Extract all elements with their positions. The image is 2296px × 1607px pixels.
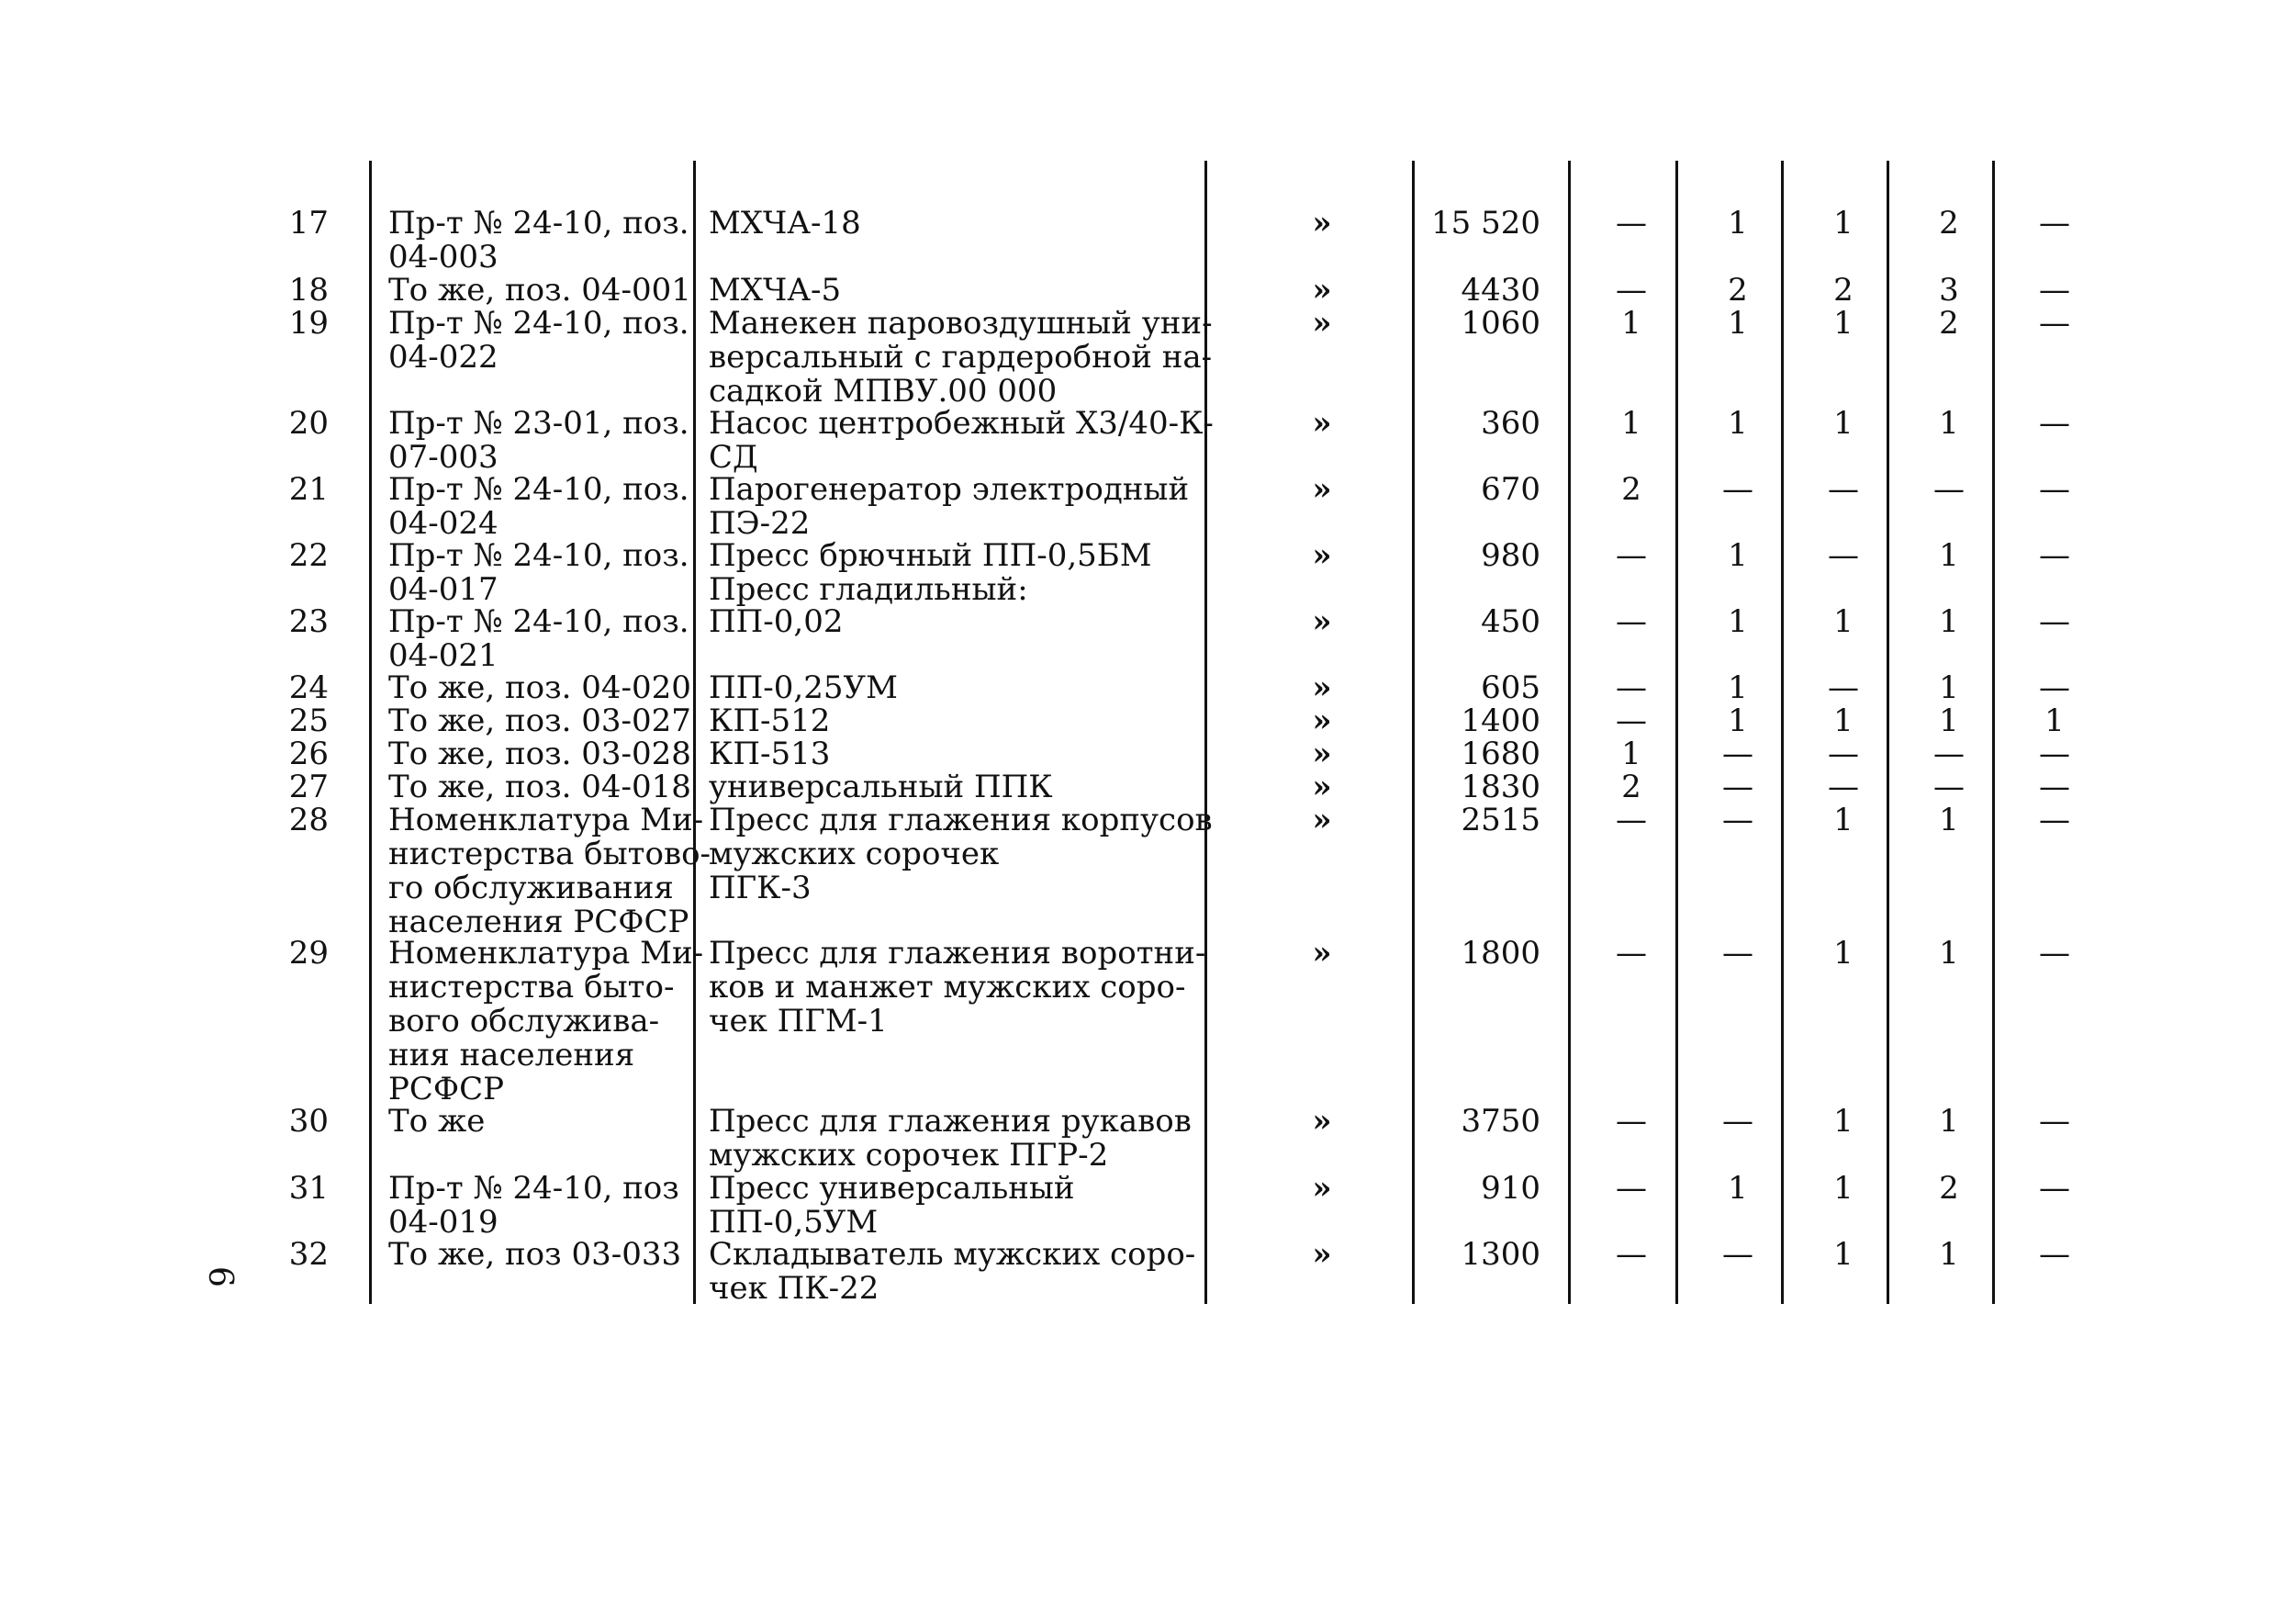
name-line: ков и манжет мужских соро- [709,969,1186,1006]
quantity-cell: 1 [1728,537,1748,574]
unit-mark: » [1312,537,1332,574]
quantity-cell: — [1828,769,1859,805]
row-number: 29 [288,935,329,972]
quantity-cell: 1 [1939,802,1959,838]
page-number: 6 [200,1266,239,1287]
quantity-cell: 2 [1833,272,1854,309]
name-line: ПП-0,5УМ [709,1204,879,1241]
name-line: ПП-0,02 [709,603,844,640]
price-value: 450 [1481,603,1540,640]
unit-mark: » [1312,603,1332,640]
quantity-cell: — [2039,769,2070,805]
source-line: 04-003 [388,239,498,275]
quantity-cell: — [1722,1236,1753,1273]
price-value: 1060 [1461,305,1540,342]
unit-mark: » [1312,1170,1332,1207]
source-reference [388,307,691,375]
name-line: версальный с гардеробной на- [709,339,1213,376]
quantity-cell: — [1933,736,1965,772]
equipment-name [709,1105,1195,1173]
quantity-cell: 1 [1728,669,1748,706]
quantity-cell: 1 [1939,669,1959,706]
source-reference [388,605,691,673]
quantity-cell: 2 [1728,272,1748,309]
name-line: СД [709,439,758,476]
quantity-cell: 1 [1833,405,1854,442]
name-line: ПП-0,25УМ [709,669,898,706]
row-number: 31 [288,1170,329,1207]
quantity-cell: 1 [1621,305,1641,342]
source-line: Пр-т № 24-10, поз. [388,205,689,242]
quantity-cell: — [1616,537,1647,574]
source-line: То же [388,1103,486,1140]
source-line: 04-021 [388,637,498,674]
quantity-cell: — [1616,935,1647,972]
quantity-cell: — [2039,1170,2070,1207]
source-line: Пр-т № 24-10, поз. [388,305,689,342]
quantity-cell: 1 [1728,305,1748,342]
quantity-cell: — [1722,935,1753,972]
quantity-cell: 1 [1833,802,1854,838]
source-reference [388,207,691,275]
quantity-cell: — [1933,471,1965,508]
unit-mark: » [1312,1236,1332,1273]
quantity-cell: 1 [1833,205,1854,242]
quantity-cell: 1 [1939,702,1959,739]
price-value: 670 [1481,471,1540,508]
name-line: Манекен паровоздушный уни- [709,305,1213,342]
source-reference [388,274,691,308]
source-line: Номенклатура Ми- [388,935,704,972]
quantity-cell: 1 [1833,603,1854,640]
price-value: 1800 [1461,935,1540,972]
quantity-cell: — [1828,736,1859,772]
quantity-cell: — [1616,1170,1647,1207]
price-value: 3750 [1461,1103,1540,1140]
unit-mark: » [1312,769,1332,805]
source-line: Пр-т № 24-10, поз. [388,537,689,574]
quantity-cell: 1 [1939,537,1959,574]
source-line: 07-003 [388,439,498,476]
quantity-cell: — [2039,736,2070,772]
quantity-cell: — [1722,1103,1753,1140]
source-line: 04-024 [388,505,498,542]
quantity-cell: — [2039,1236,2070,1273]
quantity-cell: — [1616,205,1647,242]
quantity-cell: — [2039,935,2070,972]
row-number: 19 [288,305,329,342]
quantity-cell: — [2039,272,2070,309]
column-rule [1992,161,1995,1304]
row-number: 30 [288,1103,329,1140]
price-value: 1830 [1461,769,1540,805]
name-line: ПГК-3 [709,870,812,906]
price-value: 1300 [1461,1236,1540,1273]
unit-mark: » [1312,1103,1332,1140]
price-value: 1680 [1461,736,1540,772]
row-number: 23 [288,603,329,640]
quantity-cell: — [2039,802,2070,838]
quantity-cell: — [1616,669,1647,706]
row-number: 22 [288,537,329,574]
row-number: 26 [288,736,329,772]
equipment-name [709,737,1195,771]
unit-mark: » [1312,305,1332,342]
price-value: 4430 [1461,272,1540,309]
source-line: 04-022 [388,339,498,376]
equipment-name [709,704,1195,738]
source-reference [388,407,691,475]
equipment-name [709,935,1206,1039]
unit-mark: » [1312,736,1332,772]
source-line: Пр-т № 24-10, поз [388,1170,679,1207]
equipment-name [709,671,1195,705]
quantity-cell: 3 [1939,272,1959,309]
source-line: То же, поз 03-033 [388,1236,682,1273]
quantity-cell: 1 [1833,1103,1854,1140]
quantity-cell: — [1616,1236,1647,1273]
row-number: 27 [288,769,329,805]
source-reference [388,1238,691,1272]
column-rule [693,161,696,1304]
source-line: То же, поз. 03-028 [388,736,691,772]
quantity-cell: — [1722,471,1753,508]
name-line: МХЧА-5 [709,272,842,309]
equipment-name [709,770,1195,804]
quantity-cell: 1 [1833,702,1854,739]
source-line: РСФСР [388,1071,505,1107]
name-line: Пресс для глажения воротни- [709,935,1206,972]
quantity-cell: 1 [1939,1103,1959,1140]
name-line: Парогенератор электродный [709,471,1190,508]
quantity-cell: 1 [1728,702,1748,739]
source-line: Пр-т № 23-01, поз. [388,405,689,442]
source-line: То же, поз. 03-027 [388,702,691,739]
name-line: Пресс универсальный [709,1170,1075,1207]
row-number: 18 [288,272,329,309]
price-value: 980 [1481,537,1540,574]
quantity-cell: 1 [1833,305,1854,342]
quantity-cell: 1 [1939,935,1959,972]
source-reference [388,539,691,607]
column-rule [1568,161,1571,1304]
equipment-name [709,1172,1195,1240]
name-line: ПЭ-22 [709,505,811,542]
source-reference [388,802,711,940]
name-line: мужских сорочек [709,836,1000,872]
column-rule [1781,161,1784,1304]
unit-mark: » [1312,405,1332,442]
unit-mark: » [1312,702,1332,739]
equipment-name [709,274,1195,308]
source-line: 04-017 [388,571,498,608]
source-reference [388,737,691,771]
equipment-name [709,207,1195,241]
source-reference [388,1105,691,1139]
source-reference [388,473,691,541]
quantity-cell: — [2039,537,2070,574]
quantity-cell: — [1616,1103,1647,1140]
source-line: нистерства бытово- [388,836,711,872]
quantity-cell: 2 [1939,205,1959,242]
name-line: МХЧА-18 [709,205,861,242]
name-line: Складыватель мужских соро- [709,1236,1196,1273]
equipment-name [709,473,1195,541]
equipment-name [709,1238,1195,1306]
quantity-cell: — [1616,802,1647,838]
equipment-name [709,539,1195,607]
quantity-cell: 1 [1833,1170,1854,1207]
quantity-cell: 2 [1621,769,1641,805]
quantity-cell: — [1616,603,1647,640]
column-rule [1675,161,1678,1304]
name-line: КП-512 [709,702,831,739]
equipment-name [709,405,1214,476]
source-line: вого обслужива- [388,1003,660,1039]
column-rule [1887,161,1889,1304]
quantity-cell: 1 [1728,205,1748,242]
unit-mark: » [1312,935,1332,972]
source-line: Номенклатура Ми- [388,802,704,838]
source-line: населения РСФСР [388,904,689,940]
source-reference [388,935,704,1107]
quantity-cell: — [1722,769,1753,805]
quantity-cell: — [1722,736,1753,772]
quantity-cell: — [2039,603,2070,640]
equipment-name [709,605,1195,639]
source-reference [388,704,691,738]
price-value: 910 [1481,1170,1540,1207]
quantity-cell: — [1616,272,1647,309]
source-line: Пр-т № 24-10, поз. [388,471,689,508]
quantity-cell: — [2039,471,2070,508]
source-line: То же, поз. 04-001 [388,272,691,309]
quantity-cell: 1 [1939,1236,1959,1273]
quantity-cell: 2 [1939,1170,1959,1207]
name-line: Насос центробежный Х3/40-К- [709,405,1214,442]
row-number: 28 [288,802,329,838]
equipment-name [709,305,1213,410]
quantity-cell: 1 [1939,405,1959,442]
source-reference [388,770,691,804]
name-line: Пресс гладильный: [709,571,1028,608]
price-value: 360 [1481,405,1540,442]
quantity-cell: 2 [1621,471,1641,508]
row-number: 32 [288,1236,329,1273]
quantity-cell: 1 [1728,1170,1748,1207]
quantity-cell: 1 [1728,603,1748,640]
quantity-cell: — [1828,471,1859,508]
source-reference [388,1172,691,1240]
name-line: чек ПГМ-1 [709,1003,888,1039]
quantity-cell: 1 [1939,603,1959,640]
quantity-cell: — [1828,537,1859,574]
unit-mark: » [1312,272,1332,309]
quantity-cell: 2 [1939,305,1959,342]
source-line: нистерства быто- [388,969,675,1006]
quantity-cell: 1 [2044,702,2065,739]
quantity-cell: — [1933,769,1965,805]
row-number: 24 [288,669,329,706]
quantity-cell: — [2039,305,2070,342]
quantity-cell: — [1616,702,1647,739]
row-number: 17 [288,205,329,242]
quantity-cell: — [2039,1103,2070,1140]
quantity-cell: 1 [1621,736,1641,772]
name-line: Пресс для глажения рукавов [709,1103,1192,1140]
unit-mark: » [1312,471,1332,508]
source-reference [388,671,691,705]
quantity-cell: 1 [1833,935,1854,972]
unit-mark: » [1312,669,1332,706]
source-line: Пр-т № 24-10, поз. [388,603,689,640]
quantity-cell: — [2039,205,2070,242]
row-number: 21 [288,471,329,508]
unit-mark: » [1312,802,1332,838]
source-line: 04-019 [388,1204,498,1241]
quantity-cell: 1 [1833,1236,1854,1273]
name-line: Пресс брючный ПП-0,5БМ [709,537,1152,574]
row-number: 25 [288,702,329,739]
name-line: универсальный ППК [709,769,1053,805]
name-line: чек ПК-22 [709,1270,879,1307]
price-value: 1400 [1461,702,1540,739]
price-value: 605 [1481,669,1540,706]
unit-mark: » [1312,205,1332,242]
quantity-cell: — [2039,669,2070,706]
quantity-cell: — [1828,669,1859,706]
column-rule [369,161,372,1304]
quantity-cell: 1 [1621,405,1641,442]
quantity-cell: — [1722,802,1753,838]
quantity-cell: 1 [1728,405,1748,442]
name-line: Пресс для глажения корпусов [709,802,1213,838]
source-line: То же, поз. 04-018 [388,769,691,805]
source-line: го обслуживания [388,870,674,906]
source-line: То же, поз. 04-020 [388,669,691,706]
equipment-name [709,802,1213,906]
price-value: 2515 [1461,802,1540,838]
name-line: мужских сорочек ПГР-2 [709,1137,1109,1174]
price-value: 15 520 [1431,205,1540,242]
name-line: КП-513 [709,736,831,772]
name-line: садкой МПВУ.00 000 [709,373,1058,410]
column-rule [1412,161,1415,1304]
row-number: 20 [288,405,329,442]
source-line: ния населения [388,1037,635,1073]
quantity-cell: — [2039,405,2070,442]
